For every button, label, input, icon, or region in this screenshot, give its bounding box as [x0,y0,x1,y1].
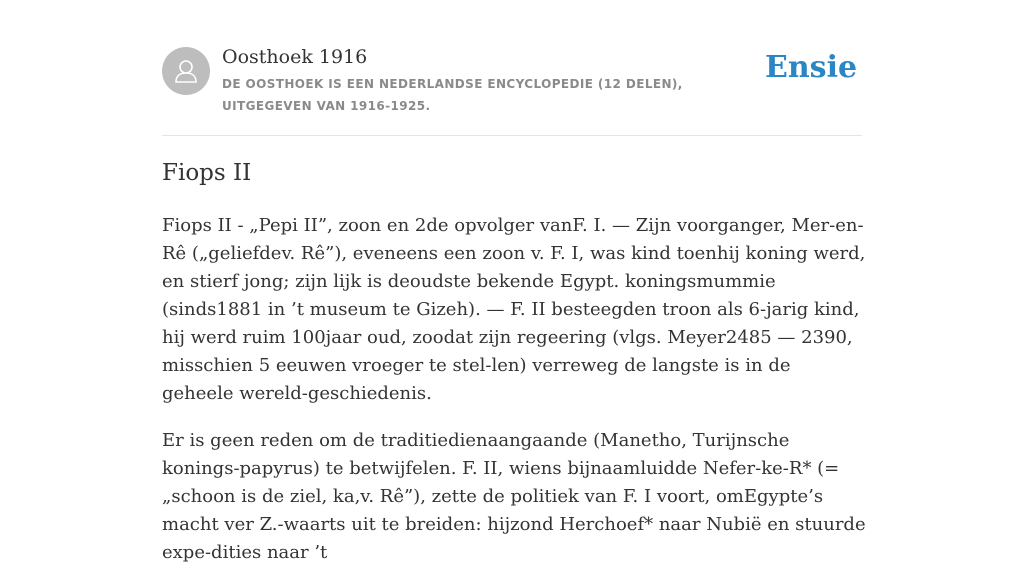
user-icon [171,56,201,86]
ensie-logo[interactable]: Ensie [765,50,858,85]
source-avatar[interactable] [162,47,210,95]
header-divider [162,135,862,136]
source-description: DE OOSTHOEK IS EEN NEDERLANDSE ENCYCLOPEDIE (12 DELEN), UITGEGEVEN VAN 1916-1925. [222,77,683,113]
article-paragraph: Er is geen reden om de traditiedienaangaande (Manetho, Turijnsche konings-papyrus) te betwijfelen. F. II, wiens bijnaamluidde Nefer-ke-R* (= „schoon is de ziel, ka,v. Rê”), zette de politiek van F. I voort, omEgypte’s macht ver Z.-waarts uit te breiden: hijzond Herchoef* naar Nubië en stuurde expe-dities naar ’t [162,430,866,563]
article-body [162,212,867,586]
article-paragraph: Fiops II - „Pepi II”, zoon en 2de opvolger vanF. I. — Zijn voorganger, Mer-en-Rê („geliefdev. Rê”), eveneens een zoon v. F. I, was kind toenhij koning werd, en stierf jong; zijn lijk is deoudste bekende Egypt. koningsmummie (sinds1881 in ’t museum te Gizeh). — F. II besteegden troon als 6-jarig kind, hij werd ruim 100jaar oud, zoodat zijn regeering (vlgs. Meyer2485 — 2390, misschien 5 eeuwen vroeger te stel-len) verreweg de langste is in de geheele wereld-geschiedenis. [162,215,866,404]
article-title: Fiops II [162,160,252,186]
source-name[interactable]: Oosthoek 1916 [222,46,368,68]
